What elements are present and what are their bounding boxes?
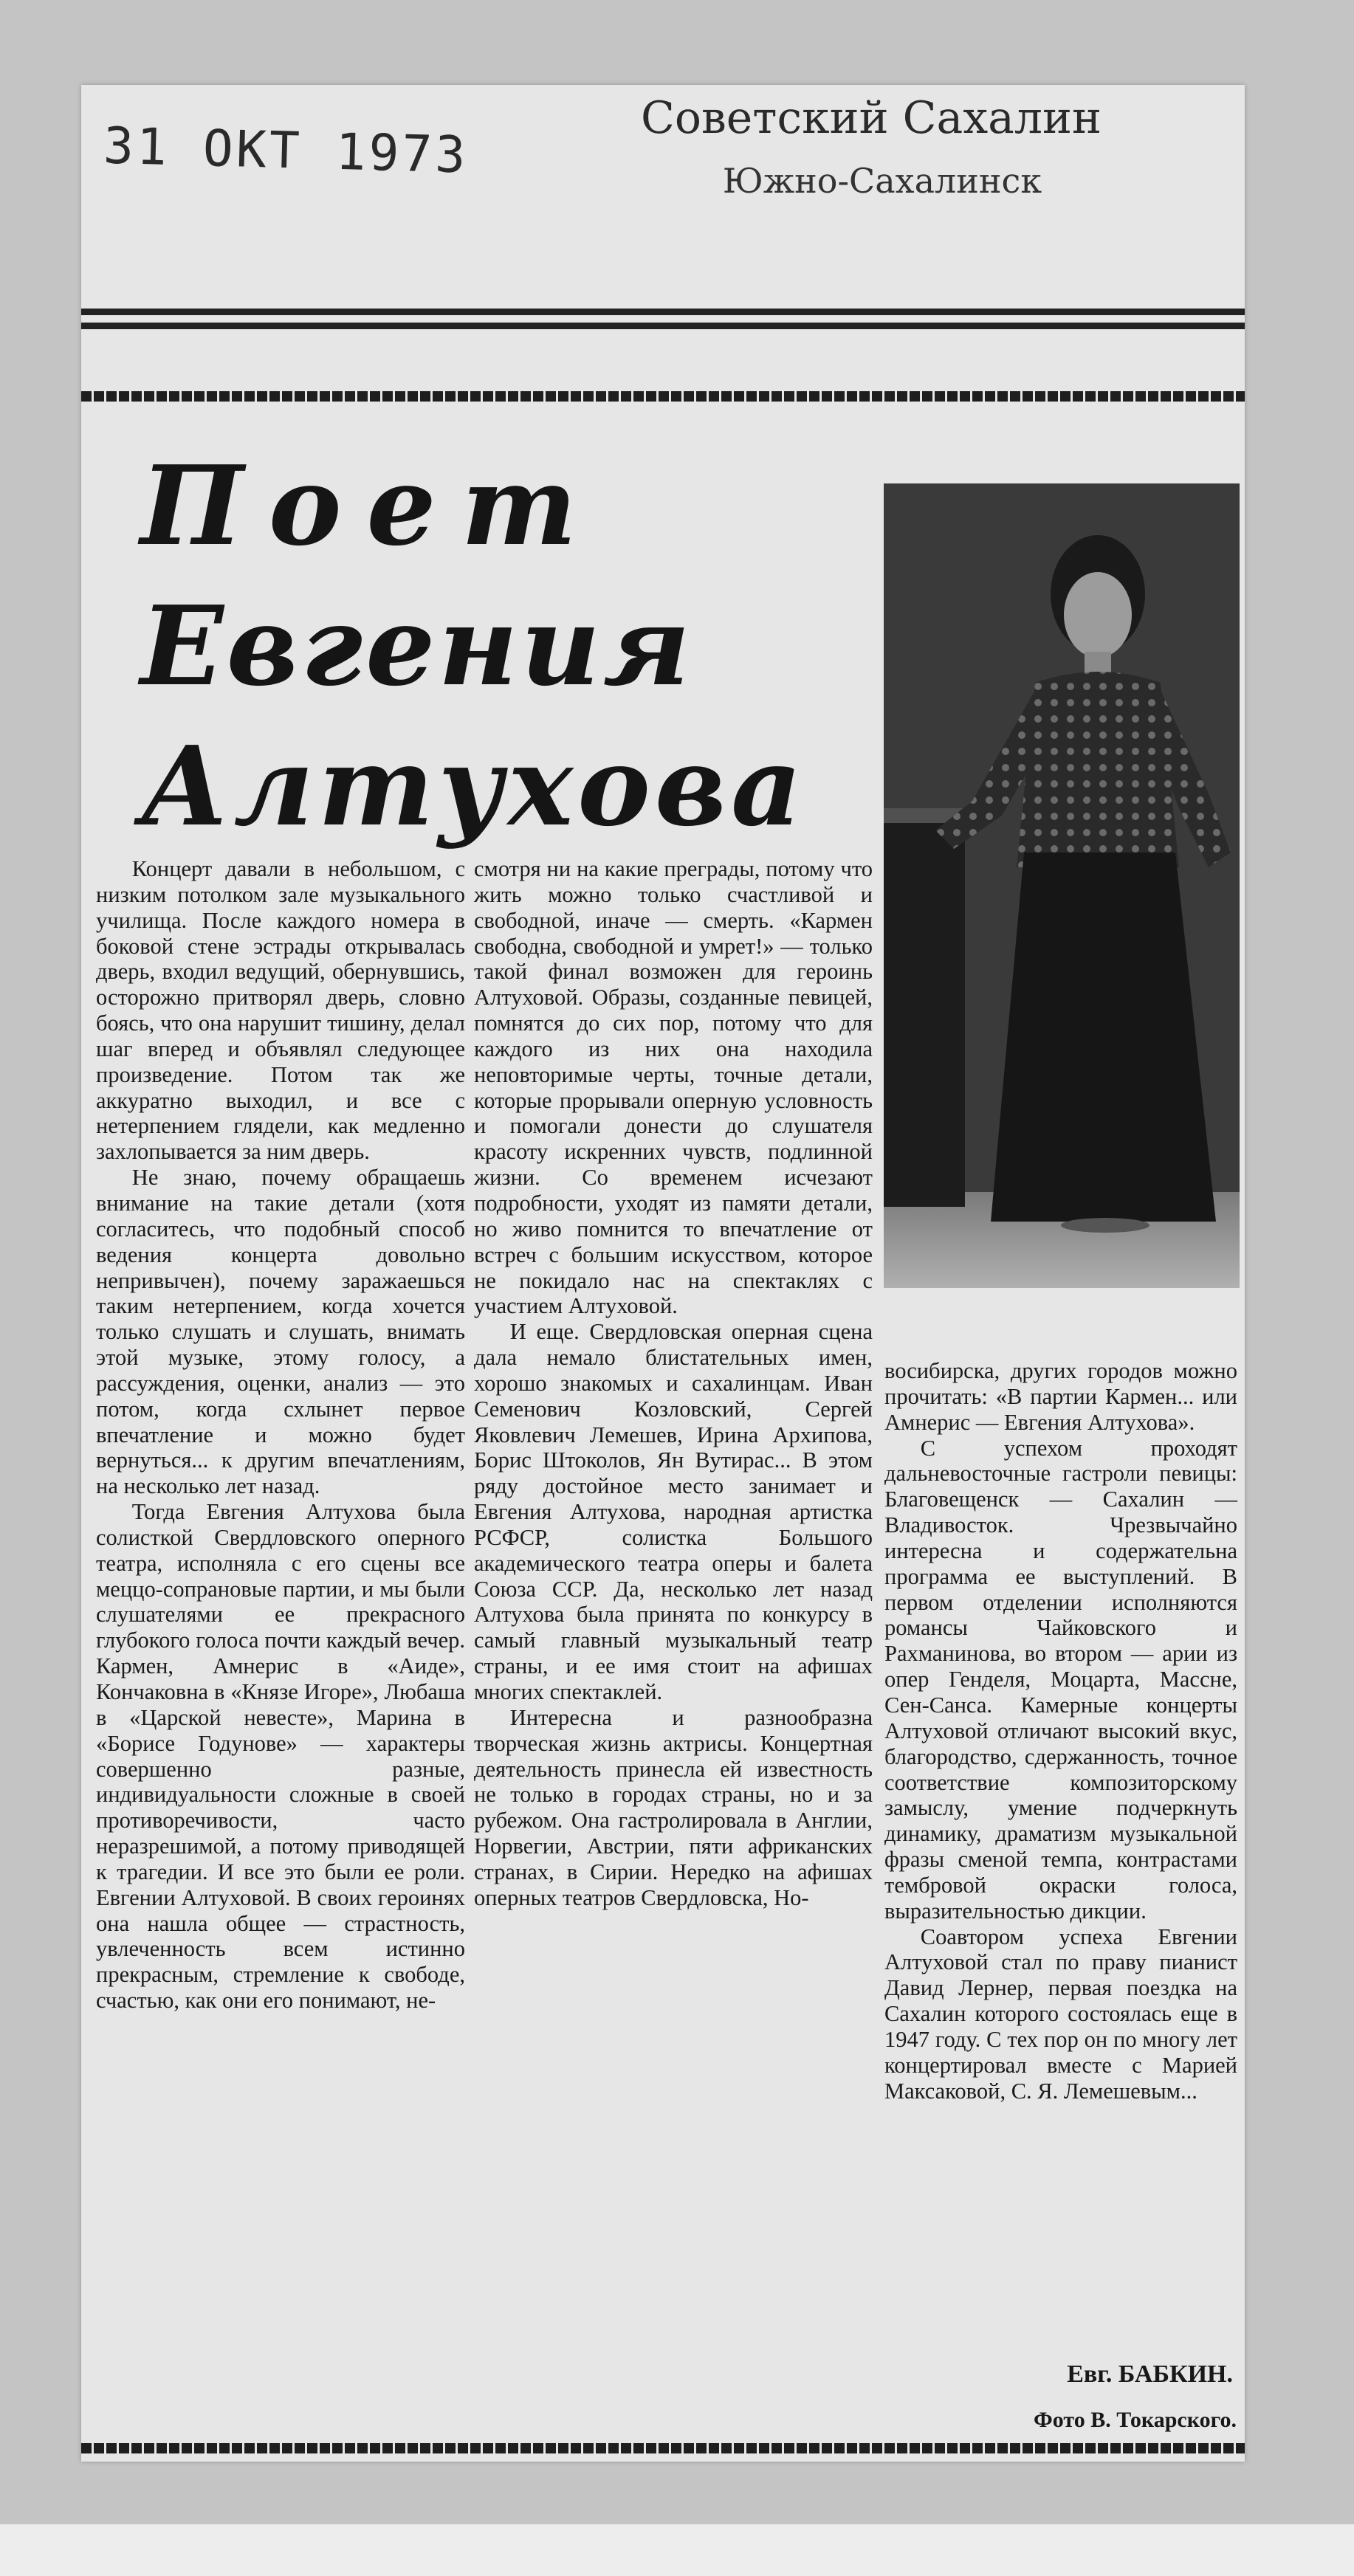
headline-line-1: Поет xyxy=(140,441,602,570)
photo-credit: Фото В. Токарского. xyxy=(1034,2408,1237,2432)
article-headline xyxy=(140,435,879,856)
footer-rule xyxy=(81,2443,1245,2453)
column-2-paragraph: смотря ни на какие преграды, потому что жить можно только счастливой и свободной, иначе — смерть. «Кармен свободна, свободной и умрет!» — только такой финал возможен для героинь Алтуховой. Образы, созданные певицей, помнятся до сих пор, потому что для каждого из них она находила неповторимые черты, точные детали, которые прорывали оперную условность и помогали донести до слушателя красоту искренних чувств, подлинной жизни. Со временем исчезают подробности, уходят из памяти детали, но живо помнится то впечатление от встреч с большим искусством, которое не покидало нас на спектаклях с участием Алтуховой. xyxy=(474,856,873,1319)
article-column-1 xyxy=(96,856,465,2014)
column-1-paragraph: Не знаю, почему обращаешь внимание на такие детали (хотя согласитесь, что подобный способ ведения концерта довольно непривычен), почему заражаешься таким нетерпением, когда хочется только слушать и слушать, внимать этой музыке, этому голосу, а рассуждения, оценки, анализ — это потом, когда схлынет первое впечатление и можно будет вернуться... к другим впечатлениям, на несколько лет назад. xyxy=(96,1165,465,1499)
article-column-2 xyxy=(474,856,873,1911)
newspaper-name-stamp: Советский Сахалин xyxy=(640,92,1102,144)
column-3-paragraph: восибирска, других городов можно прочитать: «В партии Кармен... или Амнерис — Евгения Алтухова». xyxy=(884,1358,1237,1435)
column-2-paragraph: Интересна и разнообразна творческая жизнь актрисы. Концертная деятельность принесла ей известность не только в городах страны, но и за рубежом. Она гастролировала в Англии, Норвегии, Австрии, пяти африканских странах, в Сирии. Нередко на афишах оперных театров Свердловска, Но- xyxy=(474,1704,873,1910)
column-3-paragraph: Соавтором успеха Евгении Алтуховой стал по праву пианист Давид Лернер, первая поездка на Сахалин которого состоялась еще в 1947 году. С тех пор он по многу лет концертировал вместе с Марией Максаковой, С. Я. Лемешевым... xyxy=(884,1924,1237,2104)
column-3-paragraph: С успехом проходят дальневосточные гастроли певицы: Благовещенск — Сахалин — Владивосток. Чрезвычайно интересна и содержательна программа ее выступлений. В первом отделении исполняются романсы Чайковского и Рахманинова, во втором — арии из опер Генделя, Моцарта, Массне, Сен-Санса. Камерные концерты Алтуховой отличают высокий вкус, благородство, сдержанность, точное соответствие композиторскому замыслу, умение подчеркнуть динамику, драматизм музыкальной фразы сменой темпа, контрастами тембровой окраски голоса, выразительностью дикции. xyxy=(884,1435,1237,1924)
top-double-rule xyxy=(81,309,1245,329)
headline-line-3: Алтухова xyxy=(140,722,807,850)
article-column-3 xyxy=(884,1358,1237,2104)
column-1-paragraph: Тогда Евгения Алтухова была солисткой Свердловского оперного театра, исполняла с его сцены все меццо-сопрановые партии, и мы были слушателями ее прекрасного глубокого голоса почти каждый вечер. Кармен, Амнерис в «Аиде», Кончаковна в «Князе Игоре», Любаша в «Царской невесте», Марина в «Борисе Годунове» — характеры совершенно разные, индивидуальности сложные в своей противоречивости, часто неразрешимой, а потому приводящей к трагедии. И все это были ее роли. Евгении Алтуховой. В своих героинях она нашла общее — страстность, увлеченность всем истинно прекрасным, стремление к свободе, счастью, как они его понимают, не- xyxy=(96,1499,465,2014)
scan-bottom-band xyxy=(0,2524,1354,2576)
header-rule xyxy=(81,391,1245,402)
date-stamp: 31 ОКТ 1973 xyxy=(103,117,470,185)
headline-line-2: Евгения xyxy=(140,582,693,710)
author-signature: Евг. БАБКИН. xyxy=(1067,2360,1233,2388)
column-1-paragraph: Концерт давали в небольшом, с низким потолком зале музыкального училища. После каждого номера в боковой стене эстрады открывалась дверь, входил ведущий, обернувшись, осторожно притворял дверь, словно боясь, что она нарушит тишину, делал шаг вперед и объявлял следующее произведение. Потом так же аккуратно выходил, и все с нетерпением глядели, как медленно захлопывается за ним дверь. xyxy=(96,856,465,1165)
city-stamp: Южно-Сахалинск xyxy=(722,161,1042,201)
singer-photo xyxy=(884,483,1240,1288)
column-2-paragraph: И еще. Свердловская оперная сцена дала немало блистательных имен, хорошо знакомых и сахалинцам. Иван Семенович Козловский, Сергей Яковлевич Лемешев, Ирина Архипова, Борис Штоколов, Ян Вутирас... В этом ряду достойное место занимает и Евгения Алтухова, народная артистка РСФСР, солистка Большого академического театра оперы и балета Союза ССР. Да, несколько лет назад Алтухова была принята по конкурсу в самый главный музыкальный театр страны, и ее имя стоит на афишах многих спектаклей. xyxy=(474,1319,873,1704)
